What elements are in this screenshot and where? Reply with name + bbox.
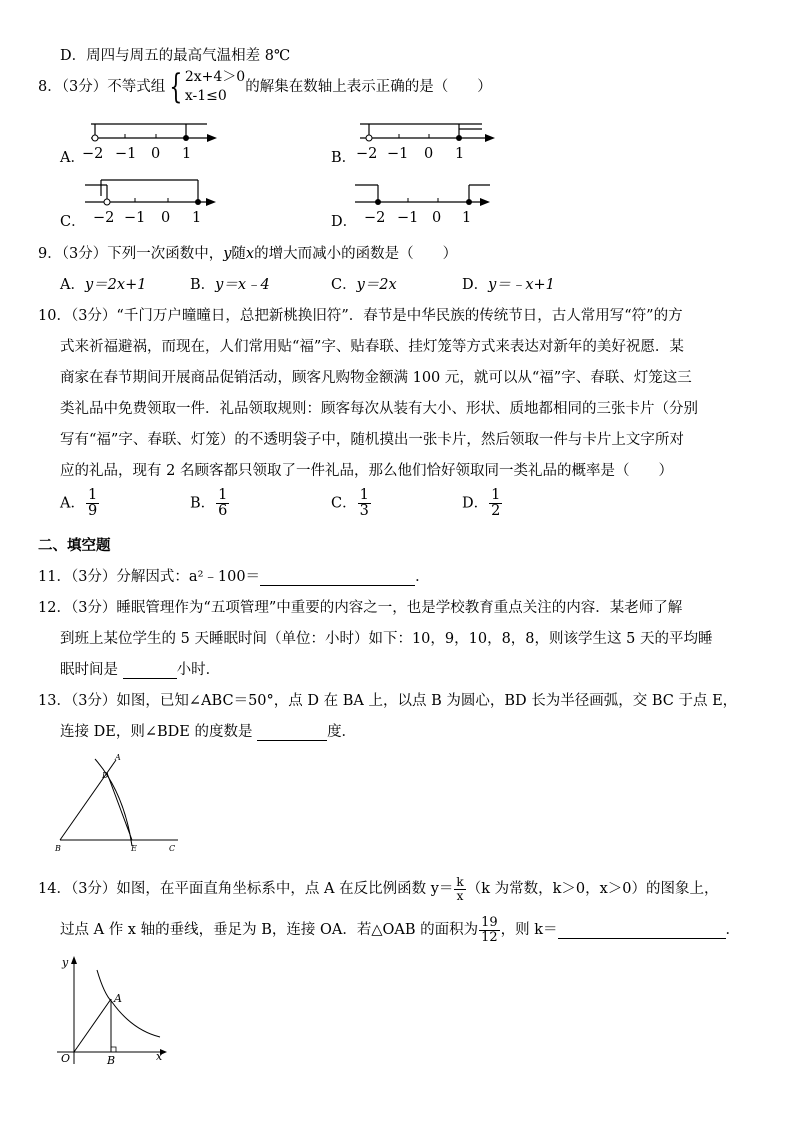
inequality-system: [185, 68, 245, 106]
closed-dot: [195, 199, 201, 205]
segment-de: [107, 773, 132, 840]
q10-line-6: 应的礼品，现有 2 名顾客都只领取了一件礼品，那么他们恰好领取同一类礼品的概率是（ ）: [60, 463, 673, 479]
q12-line-3: 眠时间是 小时．: [60, 662, 221, 678]
q10-line-4: 类礼品中免费领取一件．礼品领取规则：顾客每次从装有大小、形状、质地都相同的三张卡片（分别: [60, 401, 698, 417]
q8-suffix: 的解集在数轴上表示正确的是（ ）: [245, 79, 492, 95]
answer-blank[interactable]: [257, 724, 327, 741]
closed-dot: [375, 199, 381, 205]
q9-option-c: C．y＝2x: [331, 277, 397, 293]
label-a: A: [115, 753, 121, 762]
q8-prefix: 8．（3分）不等式组: [38, 79, 166, 95]
q10-line-1: 10．（3分）“千门万户曈曈日，总把新桃换旧符”．春节是中华民族的传统节日，古人常用写“符”的方: [38, 308, 683, 324]
q13-line-1: 13．（3分）如图，已知∠ABC＝50°，点 D 在 BA 上，以点 B 为圆心，BD 长为半径画弧，交 BC 于点 E，: [38, 693, 738, 709]
q9-option-a: A．y＝2x+1: [60, 277, 147, 293]
q12-line-2: 到班上某位学生的 5 天睡眠时间（单位：小时）如下：10，9，10，8，8，则该学生这 5 天的平均睡: [60, 631, 713, 647]
arrow: [207, 134, 217, 142]
answer-blank[interactable]: [558, 922, 726, 939]
closed-dot: [456, 135, 462, 141]
label-b: B: [107, 1054, 116, 1067]
label-d: D: [102, 771, 109, 780]
q14-line-1: 14．（3分）如图，在平面直角坐标系中，点 A 在反比例函数 y＝ $\frac{k}{x}$ （k 为常数，k＞0，x＞0）的图象上，: [38, 875, 719, 903]
label-b: B: [55, 844, 61, 853]
hyperbola: [97, 970, 160, 1037]
open-dot: [366, 135, 372, 141]
q8-option-d-labels: D． −2 −1 0 1: [331, 210, 472, 230]
q8-option-b-labels: B． −2 −1 0 1: [331, 146, 465, 166]
label-a: A: [114, 992, 122, 1005]
open-dot: [104, 199, 110, 205]
right-angle-mark: [111, 1047, 116, 1052]
q10-option-d: D． $\frac{1}{2}$: [462, 487, 501, 520]
q9-option-d: D．y＝﹣x+1: [462, 277, 555, 293]
answer-blank[interactable]: [260, 569, 415, 586]
label-c: C: [169, 844, 176, 853]
label-x: x: [156, 1050, 163, 1063]
inequality-2: x-1≤0: [184, 88, 227, 104]
inequality-1: 2x+4＞0: [184, 69, 246, 85]
q10-line-5: 写有“福”字、春联、灯笼）的不透明袋子中，随机摸出一张卡片，然后领取一件与卡片上文字所对: [60, 432, 684, 448]
segment-oa: [74, 999, 111, 1052]
closed-dot: [183, 135, 189, 141]
q8-option-a-labels: A． −2 −1 0 1: [60, 146, 192, 166]
q8-stem: [38, 68, 492, 106]
label-e: E: [131, 844, 137, 853]
q8-option-c-labels: C． −2 −1 0 1: [60, 210, 202, 230]
q13-line-2: 连接 DE，则∠BDE 的度数是 度．: [60, 724, 357, 740]
arc: [95, 759, 132, 846]
label-o: O: [61, 1052, 71, 1065]
q10-line-3: 商家在春节期间开展商品促销活动，顾客凡购物金额满 100 元，就可以从“福”字、春联、灯笼这三: [60, 370, 692, 386]
q7-option-d: D．周四与周五的最高气温相差 8℃: [60, 48, 291, 64]
q8-option-b-numberline: [355, 112, 535, 168]
q14-line-2: 过点 A 作 x 轴的垂线，垂足为 B，连接 OA．若△OAB 的面积为 $\frac{19}{12}$ ，则 k＝ ．: [60, 915, 741, 945]
section-heading: 二、填空题: [38, 538, 111, 554]
system-brace: {: [169, 67, 183, 107]
q10-option-a: A． $\frac{1}{9}$: [60, 487, 98, 520]
closed-dot: [466, 199, 472, 205]
open-dot: [92, 135, 98, 141]
q11: 11．（3分）分解因式：a²﹣100＝ ．: [38, 569, 430, 585]
q9-stem: 9．（3分）下列一次函数中，y随x的增大而减小的函数是（ ）: [38, 246, 458, 262]
q9-option-b: B．y＝x﹣4: [190, 277, 270, 293]
label-y: y: [62, 956, 69, 969]
q10-option-b: B． $\frac{1}{6}$: [190, 487, 228, 520]
q13-figure: [50, 752, 190, 858]
q10-option-c: C． $\frac{1}{3}$: [331, 487, 369, 520]
q10-line-2: 式来祈福避祸，而现在，人们常用贴“福”字、贴春联、挂灯笼等方式来表达对新年的美好祝愿．某: [60, 339, 684, 355]
q12-line-1: 12．（3分）睡眠管理作为“五项管理”中重要的内容之一，也是学校教育重点关注的内容．某老师了解: [38, 600, 683, 616]
answer-blank[interactable]: [123, 662, 177, 679]
q14-figure: [52, 952, 177, 1072]
